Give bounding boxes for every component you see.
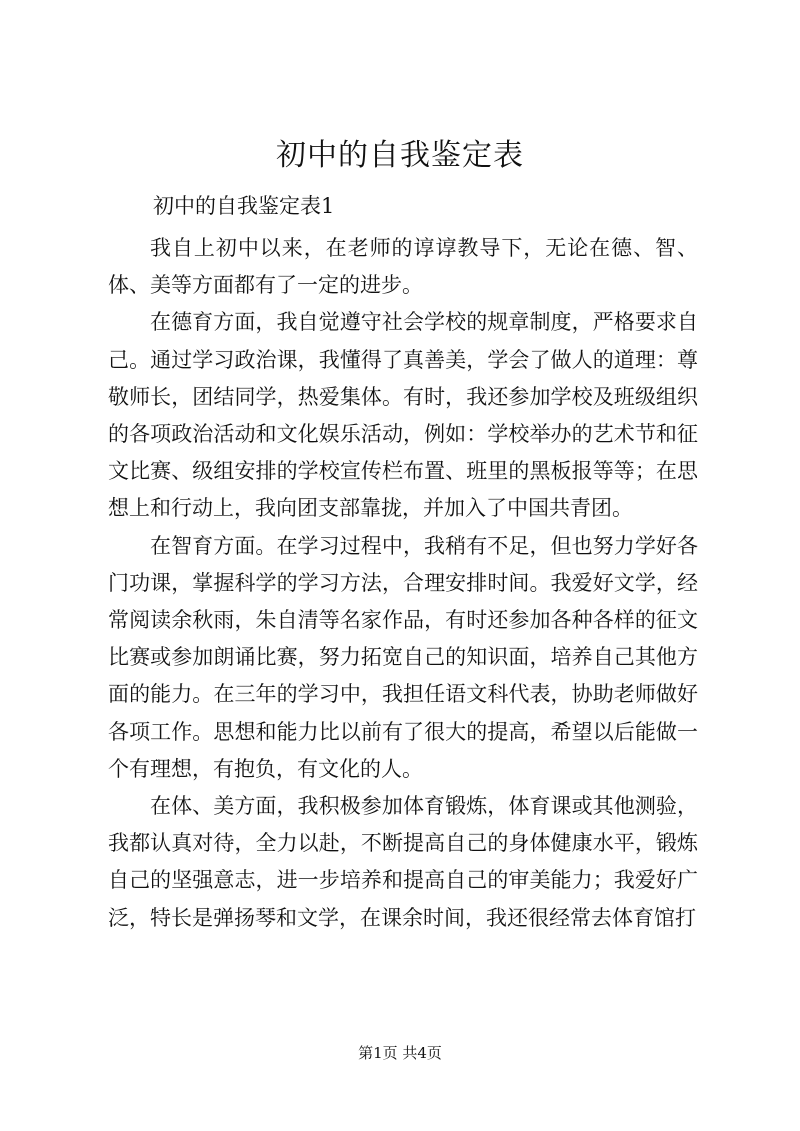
page-number-footer: 第1页 共4页 bbox=[358, 1044, 442, 1062]
paragraph-intellectual-education: 在智育方面。在学习过程中，我稍有不足，但也努力学好各门功课，掌握科学的学习方法，合理安排时间。我爱好文学，经常阅读余秋雨，朱自清等名家作品，有时还参加各种各样的征文比赛或参加朗诵比赛，努力拓宽自己的知识面，培养自己其他方面的能力。在三年的学习中，我担任语文科代表，协助老师做好各项工作。思想和能力比以前有了很大的提高，希望以后能做一个有理想，有抱负，有文化的人。 bbox=[108, 533, 698, 781]
paragraph-physical-aesthetic: 在体、美方面，我积极参加体育锻炼，体育课或其他测验，我都认真对待，全力以赴，不断提高自己的身体健康水平，锻炼自己的坚强意志，进一步培养和提高自己的审美能力；我爱好广泛，特长是弹扬琴和文学，在课余时间，我还很经常去体育馆打 bbox=[108, 794, 698, 930]
document-subtitle: 初中的自我鉴定表1 bbox=[153, 194, 335, 218]
paragraph-moral-education: 在德育方面，我自觉遵守社会学校的规章制度，严格要求自己。通过学习政治课，我懂得了真善美，学会了做人的道理：尊敬师长，团结同学，热爱集体。有时，我还参加学校及班级组织的各项政治活动和文化娱乐活动，例如：学校举办的艺术节和征文比赛、级组安排的学校宣传栏布置、班里的黑板报等等；在思想上和行动上，我向团支部靠拢，并加入了中国共青团。 bbox=[108, 310, 698, 521]
paragraph-intro: 我自上初中以来，在老师的谆谆教导下，无论在德、智、体、美等方面都有了一定的进步。 bbox=[108, 236, 698, 298]
document-body bbox=[108, 230, 698, 937]
document-title: 初中的自我鉴定表 bbox=[276, 138, 524, 173]
